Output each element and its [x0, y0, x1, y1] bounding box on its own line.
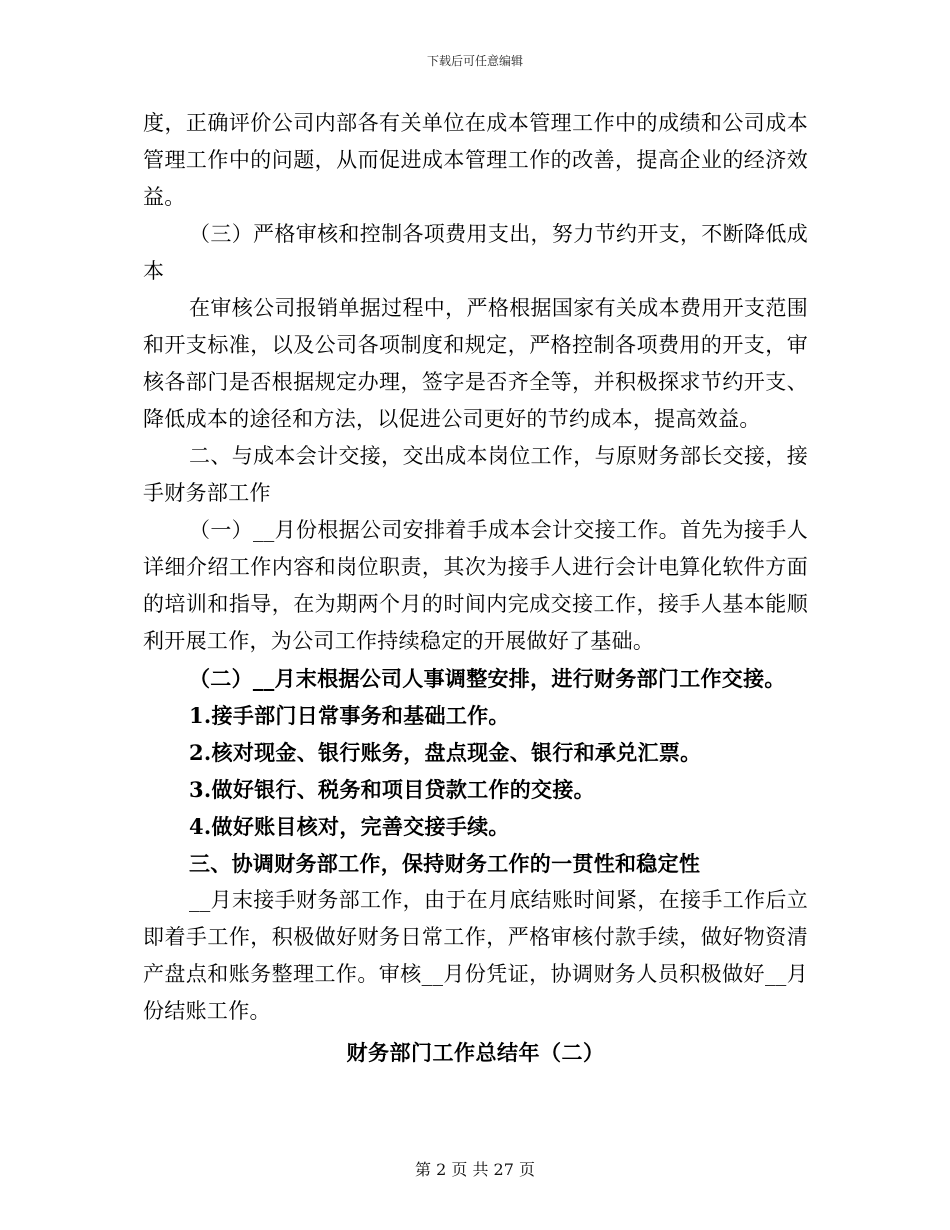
list-item: 1.接手部门日常事务和基础工作。 — [189, 703, 510, 728]
section-heading: 三、协调财务部工作，保持财务工作的一贯性和稳定性 — [189, 851, 701, 876]
list-item: 2.核对现金、银行账务，盘点现金、银行和承兑汇票。 — [189, 740, 702, 765]
section-title: 财务部门工作总结年（二） — [346, 1040, 605, 1065]
subsection-heading: （三）严格审核和控制各项费用支出，努力节约开支，不断降低成本 — [143, 222, 808, 283]
subsection-heading: （二）__月末根据公司人事调整安排，进行财务部门工作交接。 — [189, 666, 786, 691]
page-footer: 第 2 页 共 27 页 — [415, 1160, 535, 1179]
list-item: 3.做好银行、税务和项目贷款工作的交接。 — [189, 777, 595, 802]
section-heading: 二、与成本会计交接，交出成本岗位工作，与原财务部长交接，接手财务部工作 — [143, 444, 808, 505]
paragraph: （一）__月份根据公司安排着手成本会计交接工作。首先为接手人详细介绍工作内容和岗位职责，其次为接手人进行会计电算化软件方面的培训和指导，在为期两个月的时间内完成交接工作，接手人基本能顺利开展工作，为公司工作持续稳定的开展做好了基础。 — [143, 518, 808, 653]
document-body — [143, 105, 808, 1071]
paragraph: 在审核公司报销单据过程中，严格根据国家有关成本费用开支范围和开支标准，以及公司各项制度和规定，严格控制各项费用的开支，审核各部门是否根据规定办理，签字是否齐全等，并积极探求节约开支、降低成本的途径和方法，以促进公司更好的节约成本，提高效益。 — [143, 296, 808, 431]
page-header: 下载后可任意编辑 — [426, 54, 523, 68]
list-item: 4.做好账目核对，完善交接手续。 — [189, 814, 510, 839]
paragraph: 度，正确评价公司内部各有关单位在成本管理工作中的成绩和公司成本管理工作中的问题，从而促进成本管理工作的改善，提高企业的经济效益。 — [143, 111, 808, 209]
paragraph: __月末接手财务部工作，由于在月底结账时间紧，在接手工作后立即着手工作，积极做好财务日常工作，严格审核付款手续，做好物资清产盘点和账务整理工作。审核__月份凭证，协调财务人员积极做好__月份结账工作。 — [143, 888, 808, 1023]
